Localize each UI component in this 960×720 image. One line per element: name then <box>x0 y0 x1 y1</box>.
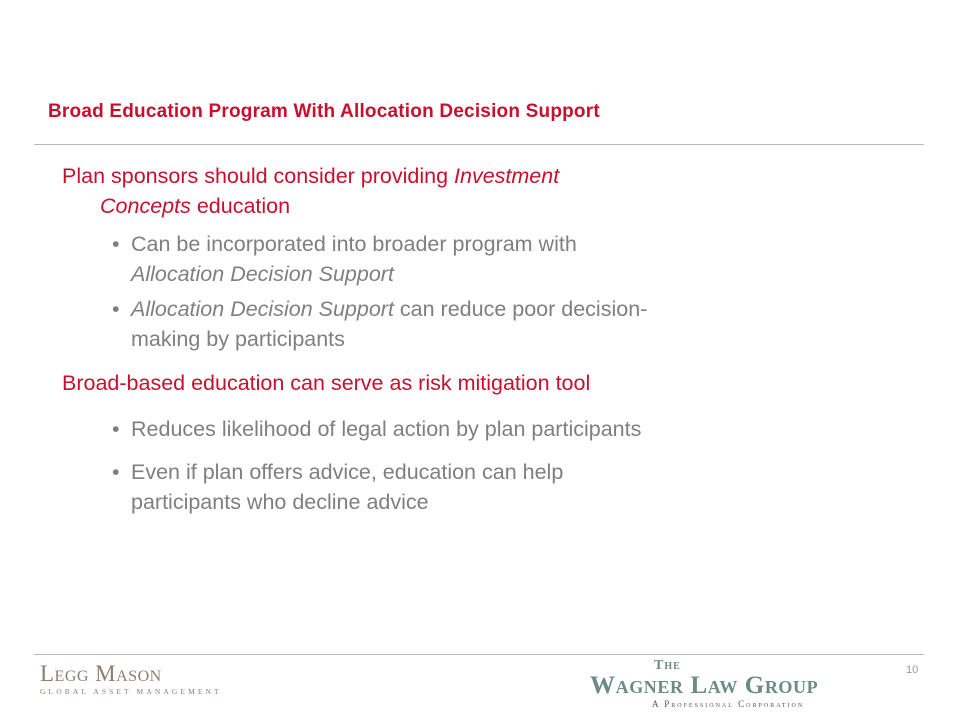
bullet-text: Broad-based education can serve as risk mitigation tool <box>62 371 591 395</box>
logo-the-text: The <box>654 658 681 673</box>
legg-mason-logo <box>40 662 222 696</box>
bullet-text: education <box>190 194 291 218</box>
bullet-text: can reduce poor decision- <box>393 297 648 321</box>
bullet-text: participants who decline advice <box>131 490 429 514</box>
bullet-level1 <box>62 161 782 221</box>
page-number: 10 <box>906 664 919 676</box>
bullet-dot: • <box>112 417 120 441</box>
bullet-text: Can be incorporated into broader program with <box>131 232 577 256</box>
bullet-text: making by participants <box>131 327 345 351</box>
bullet-text: Plan sponsors should consider providing <box>62 164 455 188</box>
logo-sub-text: GLOBAL ASSET MANAGEMENT <box>40 687 222 696</box>
bullet-dot: • <box>112 297 120 321</box>
bullet-text: Reduces likelihood of legal action by plan participants <box>131 417 642 441</box>
wagner-law-group-logo <box>590 659 910 710</box>
bullet-text: Even if plan offers advice, education can help <box>131 460 564 484</box>
bullet-level2 <box>112 457 792 517</box>
logo-main-text: Wagner Law Group <box>590 672 819 699</box>
slide-title: Broad Education Program With Allocation Decision Support <box>48 101 600 122</box>
bullet-text-italic: Allocation Decision Support <box>131 297 394 321</box>
bullet-level2 <box>112 414 792 444</box>
logo-main-text: Legg Mason <box>40 661 162 686</box>
bullet-text-italic: Allocation Decision Support <box>131 262 394 286</box>
bullet-text-italic: Concepts <box>100 194 191 218</box>
bullet-text-italic: Investment <box>454 164 560 188</box>
bullet-level1 <box>62 368 782 398</box>
bullet-level2 <box>112 294 792 354</box>
logo-sub-text: A Professional Corporation <box>652 699 805 709</box>
title-divider <box>34 144 924 145</box>
bullet-dot: • <box>112 460 120 484</box>
footer-divider <box>34 654 924 655</box>
bullet-level2 <box>112 229 792 289</box>
bullet-dot: • <box>112 232 120 256</box>
